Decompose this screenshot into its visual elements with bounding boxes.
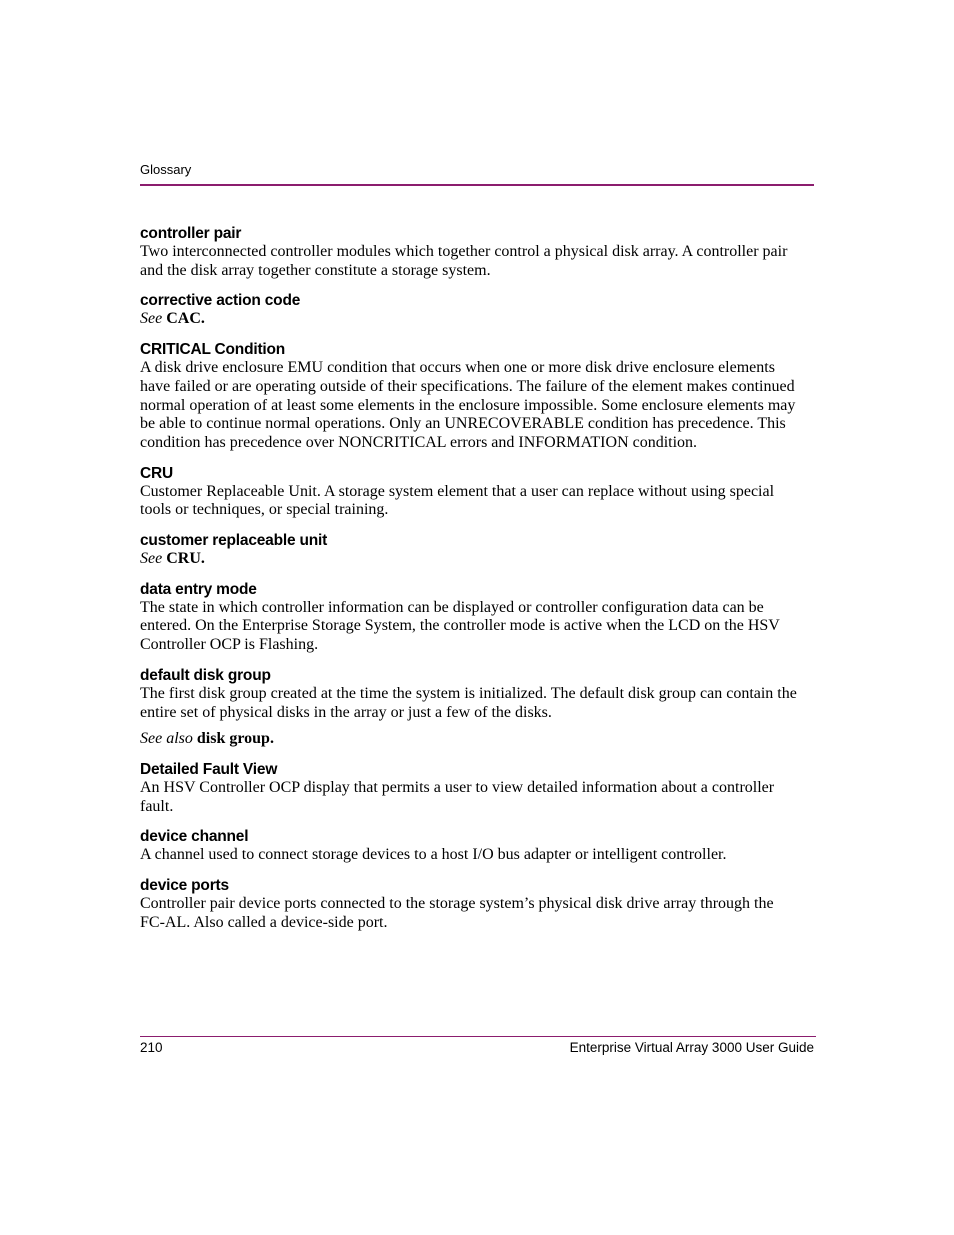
running-header: Glossary [140,162,192,177]
see-also-label: See also [140,730,193,748]
glossary-term: device channel [140,828,249,846]
glossary-entry [140,464,800,520]
glossary-entry [140,666,800,749]
footer-rule [140,1036,816,1037]
cross-reference-link[interactable]: disk group. [196,730,274,748]
glossary-term: data entry mode [140,580,257,598]
glossary-term: customer replaceable unit [140,532,328,550]
glossary-definition: Controller pair device ports connected to the storage system’s physical disk drive array through the FC-AL. Also called a device-side port. [140,895,774,931]
glossary-entry [140,876,800,932]
header-rule [140,184,814,186]
glossary-entry [140,291,800,329]
glossary-term: Detailed Fault View [140,760,278,778]
glossary-term: corrective action code [140,292,301,310]
document-title: Enterprise Virtual Array 3000 User Guide [569,1040,814,1055]
glossary-definition: Two interconnected controller modules which together control a physical disk array. A controller pair and the disk array together constitute a storage system. [140,243,788,279]
see-label: See [140,310,163,328]
glossary-cross-reference [140,550,800,569]
glossary-term: device ports [140,877,229,895]
glossary-entry [140,760,800,816]
cross-reference-link[interactable]: CRU. [166,550,205,568]
glossary-entry [140,340,800,453]
glossary-entry [140,580,800,655]
glossary-cross-reference [140,310,800,329]
glossary-term: controller pair [140,225,242,242]
glossary-content [140,224,800,943]
glossary-definition: The state in which controller information can be displayed or controller configuration data can be entered. On the Enterprise Storage System, the controller mode is active when the LCD on the HSV Controller OCP is Flashing. [140,598,780,654]
glossary-definition: Customer Replaceable Unit. A storage system element that a user can replace without using special tools or techniques, or special training. [140,482,775,519]
see-label: See [140,550,163,568]
glossary-definition: A channel used to connect storage devices to a host I/O bus adapter or intelligent controller. [140,846,727,864]
glossary-entry [140,224,800,280]
glossary-term: default disk group [140,666,271,684]
glossary-definition: An HSV Controller OCP display that permits a user to view detailed information about a controller fault. [140,778,775,815]
glossary-definition: A disk drive enclosure EMU condition that occurs when one or more disk drive enclosure elements have failed or are operating outside of their specifications. The failure of the element makes continued normal operation of at least some elements in the enclosure impossible. Some enclosure elements may be able to continue normal operations. Only an UNRECOVERABLE condition has precedence. This condition has precedence over NONCRITICAL errors and INFORMATION condition. [140,359,796,451]
glossary-term: CRU [140,464,173,482]
cross-reference-link[interactable]: CAC. [166,310,205,328]
glossary-definition: The first disk group created at the time the system is initialized. The default disk group can contain the entire set of physical disks in the array or just a few of the disks. [140,684,797,721]
glossary-term: CRITICAL Condition [140,341,286,359]
glossary-cross-reference [140,730,800,749]
glossary-entry [140,531,800,569]
page-number: 210 [140,1040,163,1055]
glossary-entry [140,827,800,865]
